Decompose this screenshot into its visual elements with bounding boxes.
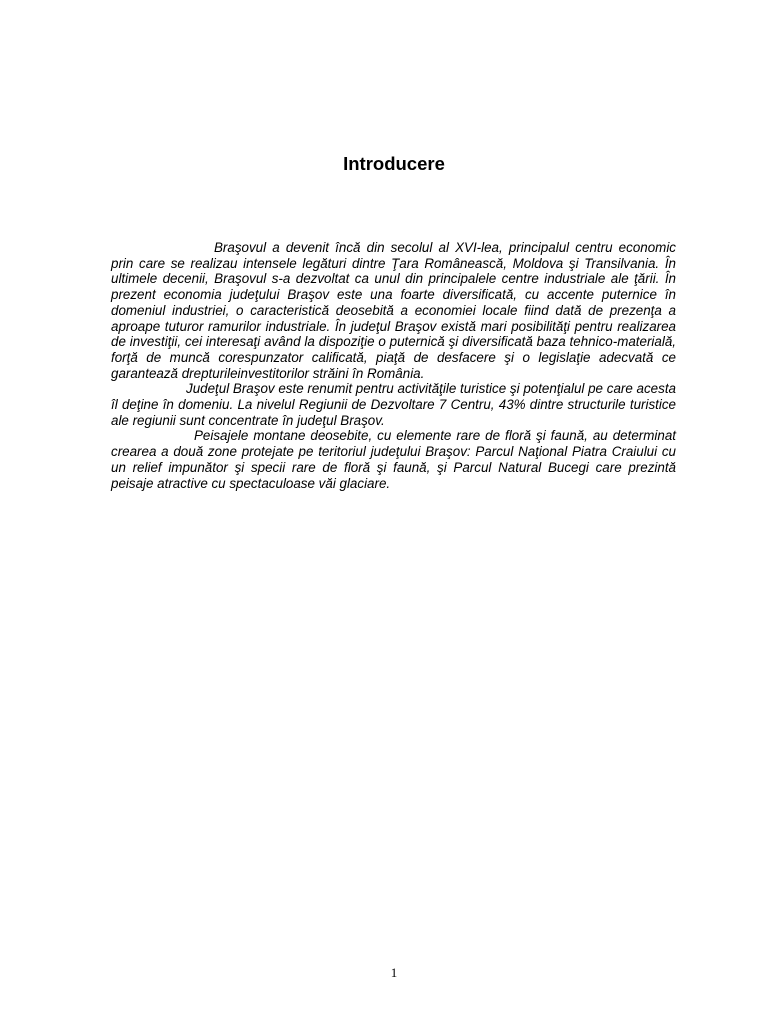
paragraph-brasov-tourism: Judeţul Braşov este renumit pentru activităţile turistice şi potenţialul pe care acesta îl deţine în domeniu. La nivelul Regiunii de Dezvoltare 7 Centru, 43% dintre structurile turistice ale regiunii sunt concentrate în judeţul Braşov. (111, 381, 676, 428)
document-body (111, 240, 676, 491)
paragraph-brasov-economy: Braşovul a devenit încă din secolul al XVI-lea, principalul centru economic prin care se realizau intensele legături dintre Ţara Românească, Moldova şi Transilvania. În ultimele decenii, Braşovul s-a dezvoltat ca unul din principalele centre industriale ale ţării. În prezent economia judeţului Braşov este una foarte diversificată, cu accente puternice în domeniul industriei, o caracteristică deosebită a economiei locale fiind dată de prezenţa a aproape tuturor ramurilor industriale. În judeţul Braşov există mari posibilităţi pentru realizarea de investiţii, cei interesaţi având la dispoziţie o puternică şi diversificată baza tehnico-materială, forţă de muncă corespunzator calificată, piaţă de desfacere şi o legislaţie adecvată ce garantează drepturileinvestitorilor străini în România. (111, 240, 676, 381)
document-title: Introducere (343, 153, 445, 174)
paragraph-protected-areas: Peisajele montane deosebite, cu elemente rare de floră şi faună, au determinat crearea a două zone protejate pe teritoriul judeţului Braşov: Parcul Naţional Piatra Craiului cu un relief impunător şi specii rare de floră şi faună, şi Parcul Natural Bucegi care prezintă peisaje atractive cu spectaculoase văi glaciare. (111, 428, 676, 491)
page-number: 1 (390, 965, 398, 980)
